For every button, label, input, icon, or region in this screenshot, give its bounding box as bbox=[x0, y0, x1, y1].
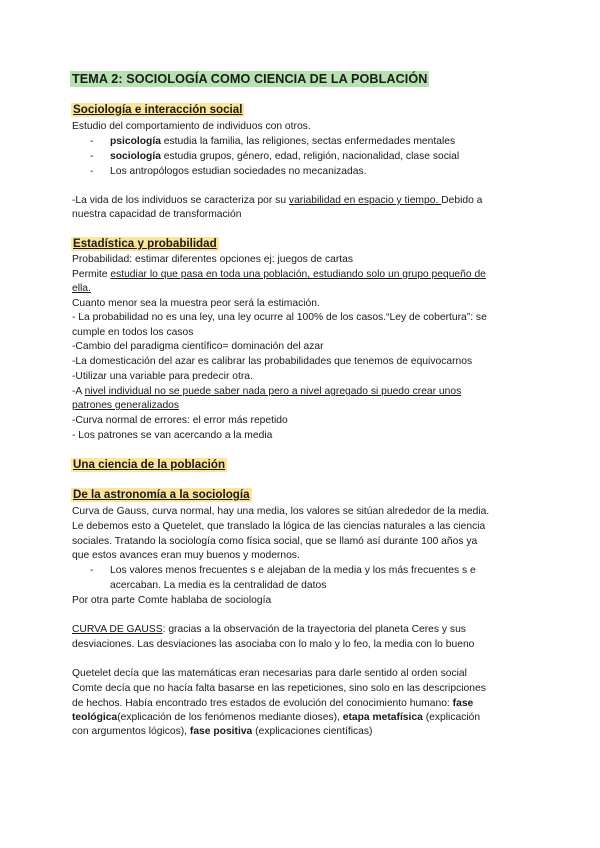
paragraph-line: -La domesticación del azar es calibrar las probabilidades que tenemos de equivocarnos bbox=[72, 356, 473, 367]
bullet-item: - Los antropólogos estudian sociedades no mecanizadas. bbox=[90, 166, 367, 177]
underlined-text: CURVA DE GAUSS bbox=[72, 624, 163, 635]
section-heading-estadistica: Estadística y probabilidad bbox=[73, 237, 217, 250]
text-span: -La vida de los individuos se caracteriza por su bbox=[72, 195, 289, 206]
paragraph-line: Estudio del comportamiento de individuos con otros. bbox=[72, 121, 311, 132]
paragraph-line bbox=[72, 711, 480, 725]
section-heading-astronomia: De la astronomía a la sociología bbox=[73, 488, 250, 501]
paragraph-line: desviaciones. Las desviaciones las asociaba con lo malo y lo feo, la media con lo bueno bbox=[72, 639, 475, 650]
text-span: con argumentos lógicos), bbox=[72, 726, 190, 737]
paragraph-line bbox=[72, 268, 486, 282]
paragraph-line: que estos avances eran muy buenos y modernos. bbox=[72, 550, 300, 561]
underlined-text: variabilidad en espacio y tiempo. bbox=[288, 195, 442, 206]
bullet-item: - psicología estudia la familia, las religiones, sectas enfermedades mentales bbox=[90, 136, 456, 147]
paragraph-line: -Cambio del paradigma científico= dominación del azar bbox=[72, 341, 324, 352]
bold-term: psicología bbox=[110, 136, 161, 147]
paragraph-line bbox=[72, 697, 473, 711]
text-span: Debido a bbox=[441, 195, 483, 206]
bold-term: etapa metafísica bbox=[342, 712, 423, 723]
bullet-item: - Los valores menos frecuentes s e alejaban de la media y los más frecuentes s e bbox=[90, 565, 476, 576]
paragraph-line: Probabilidad: estimar diferentes opciones ej: juegos de cartas bbox=[72, 254, 354, 265]
bold-term: sociología bbox=[110, 151, 161, 162]
paragraph-line: Cuanto menor sea la muestra peor será la estimación. bbox=[72, 298, 320, 309]
paragraph-line: -Curva normal de errores: el error más repetido bbox=[72, 415, 288, 426]
text-span: Permite bbox=[72, 269, 111, 280]
bullet-text: Los antropólogos estudian sociedades no mecanizadas. bbox=[110, 166, 367, 177]
text-span: -A bbox=[72, 386, 85, 397]
section-heading-ciencia-poblacion: Una ciencia de la población bbox=[73, 458, 226, 471]
text-span: : gracias a la observación de la trayectoria del planeta Ceres y sus bbox=[162, 624, 466, 635]
bullet-text: estudia grupos, género, edad, religión, nacionalidad, clase social bbox=[160, 151, 460, 162]
section-heading-sociologia-interaccion: Sociología e interacción social bbox=[73, 103, 243, 116]
paragraph-line: Quetelet decía que las matemáticas eran necesarias para darle sentido al orden social bbox=[72, 668, 467, 679]
paragraph-line: Curva de Gauss, curva normal, hay una media, los valores se sitúan alrededor de la media. bbox=[72, 506, 490, 517]
paragraph-line bbox=[72, 623, 466, 637]
bullet-item: - sociología estudia grupos, género, edad, religión, nacionalidad, clase social bbox=[90, 151, 460, 162]
bold-term: teológica bbox=[72, 712, 118, 723]
bold-term: fase bbox=[452, 698, 474, 709]
paragraph-line: - La probabilidad no es una ley, una ley ocurre al 100% de los casos.“Ley de cobertura”: se bbox=[72, 312, 487, 323]
paragraph-line: - Los patrones se van acercando a la media bbox=[72, 430, 273, 441]
paragraph-line bbox=[72, 725, 372, 739]
paragraph-line: Le debemos esto a Quetelet, que translado la lógica de las ciencias naturales a las ciencia bbox=[72, 521, 486, 532]
paragraph-line: cumple en todos los casos bbox=[72, 327, 194, 338]
paragraph-line: Por otra parte Comte hablaba de sociología bbox=[72, 595, 272, 606]
bold-term: fase positiva bbox=[189, 726, 253, 737]
paragraph-line: -Utilizar una variable para predecir otra. bbox=[72, 371, 253, 382]
paragraph-line bbox=[72, 194, 482, 208]
paragraph-line: Comte decía que no hacía falta basarse en las repeticiones, sino solo en las descripciones bbox=[72, 683, 486, 694]
paragraph-line bbox=[72, 385, 461, 399]
text-span: (explicaciones científicas) bbox=[252, 726, 373, 737]
paragraph-line: nuestra capacidad de transformación bbox=[72, 209, 242, 220]
paragraph-line: sociales. Tratando la sociología como física social, que se llamó así durante 100 años ya bbox=[72, 536, 478, 547]
underlined-text: nivel individual no se puede saber nada pero a nivel agregado si puedo crear unos bbox=[84, 386, 462, 397]
underlined-text: patrones generalizados bbox=[72, 400, 180, 411]
bullet-continuation: acercaban. La media es la centralidad de datos bbox=[110, 580, 327, 591]
text-span: de hechos. Había encontrado tres estados de evolución del conocimiento humano: bbox=[72, 698, 453, 709]
text-span: (explicación de los fenómenos mediante dioses), bbox=[117, 712, 343, 723]
text-span: (explicación bbox=[422, 712, 481, 723]
underlined-text: ella. bbox=[72, 283, 91, 294]
underlined-text: estudiar lo que pasa en toda una población, estudiando solo un grupo pequeño de bbox=[110, 269, 486, 280]
bullet-text: Los valores menos frecuentes s e alejaban de la media y los más frecuentes s e bbox=[110, 565, 476, 576]
page-title: TEMA 2: SOCIOLOGÍA COMO CIENCIA DE LA POBLACIÓN bbox=[72, 72, 428, 86]
bullet-text: estudia la familia, las religiones, sectas enfermedades mentales bbox=[160, 136, 456, 147]
